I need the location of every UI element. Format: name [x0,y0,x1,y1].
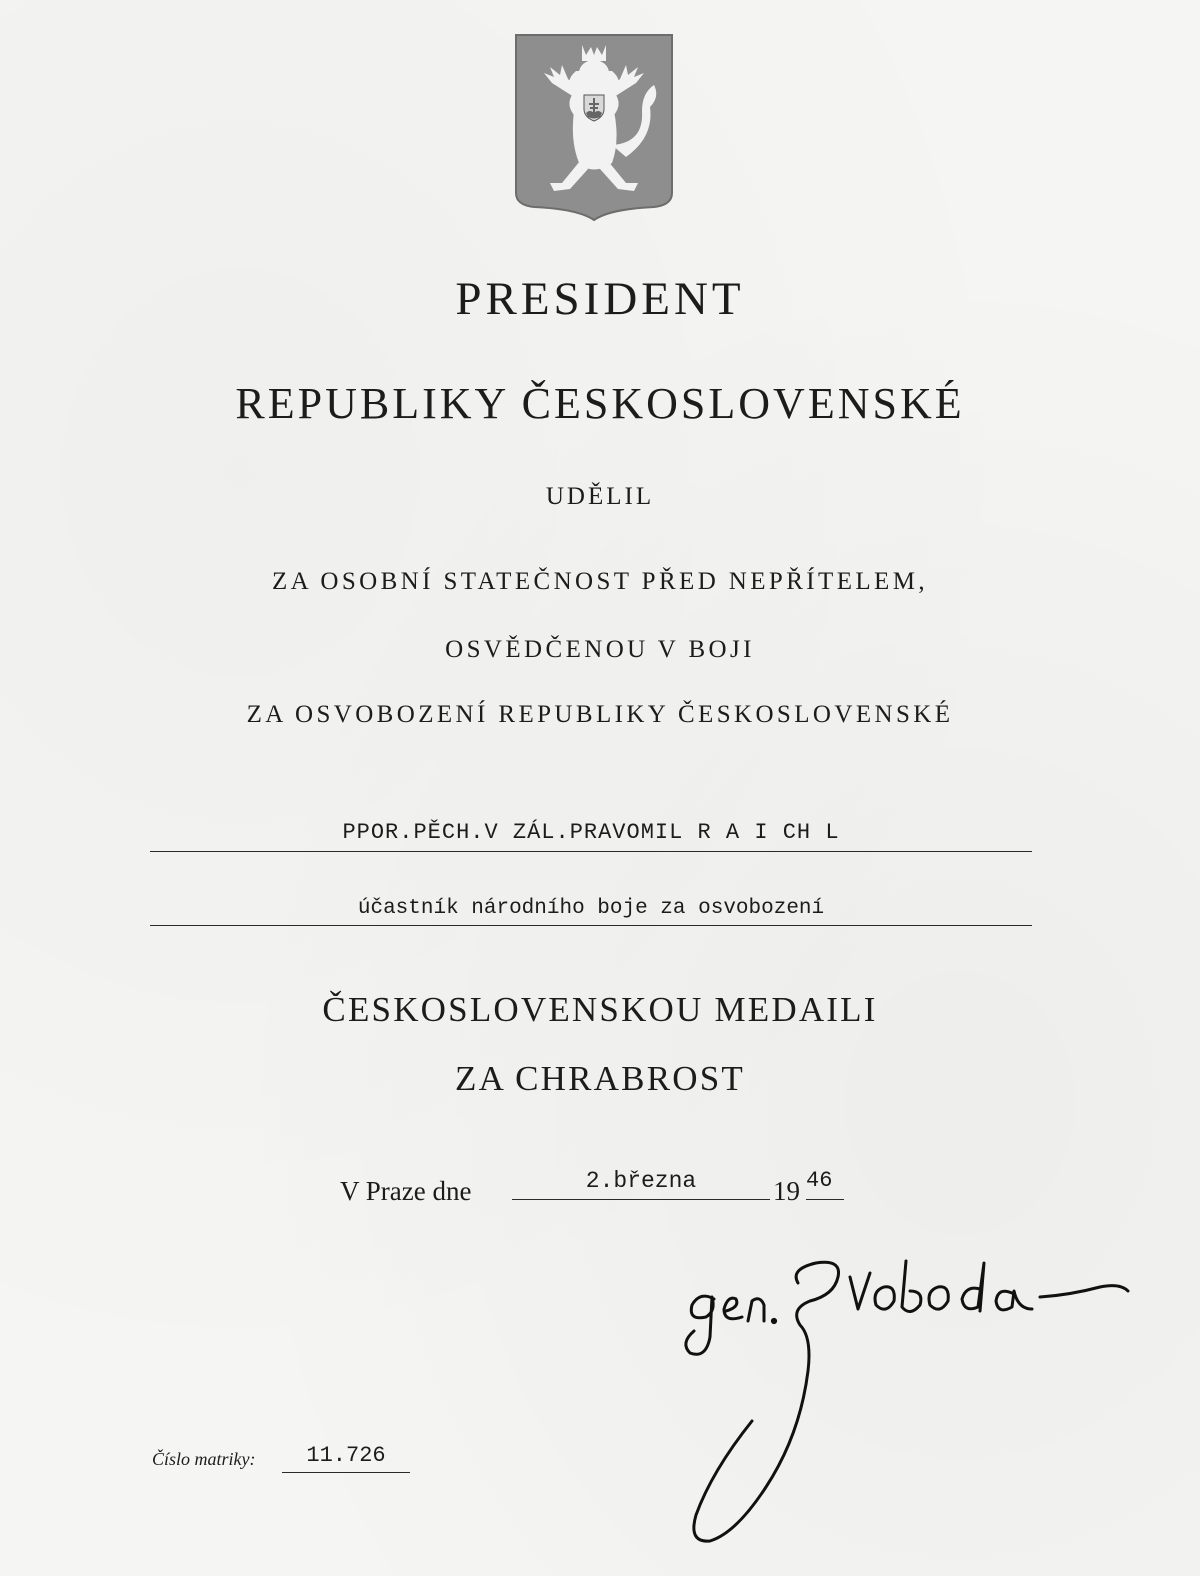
citation-line-2: OSVĚDČENOU V BOJI [445,636,755,663]
award-line-1: ČESKOSLOVENSKOU MEDAILI [322,990,878,1029]
coat-of-arms-emblem [514,33,674,221]
date-day-month: 2.března [512,1168,770,1200]
date-year: 46 [806,1168,844,1200]
citation-line-3: ZA OSVOBOZENÍ REPUBLIKY ČESKOSLOVENSKÉ [246,701,954,728]
date-prefix: V Praze dne [340,1176,472,1206]
registry-number: 11.726 [282,1443,410,1473]
award-line-2: ZA CHRABROST [455,1059,745,1098]
recipient-underline [150,851,1032,852]
status-underline [150,925,1032,926]
date-century: 19 [773,1176,800,1206]
title-president: PRESIDENT [455,273,745,325]
granted-label: UDĚLIL [545,483,655,510]
citation-line-1: ZA OSOBNÍ STATEČNOST PŘED NEPŘÍTELEM, [271,568,928,595]
recipient-status: účastník národního boje za osvobození [357,897,825,920]
recipient-name: PPOR.PĚCH.V ZÁL.PRAVOMIL R A I CH L [342,820,840,845]
registry-label: Číslo matriky: [152,1449,256,1469]
handwritten-signature [640,1225,1140,1555]
title-republic: REPUBLIKY ČESKOSLOVENSKÉ [235,379,965,428]
